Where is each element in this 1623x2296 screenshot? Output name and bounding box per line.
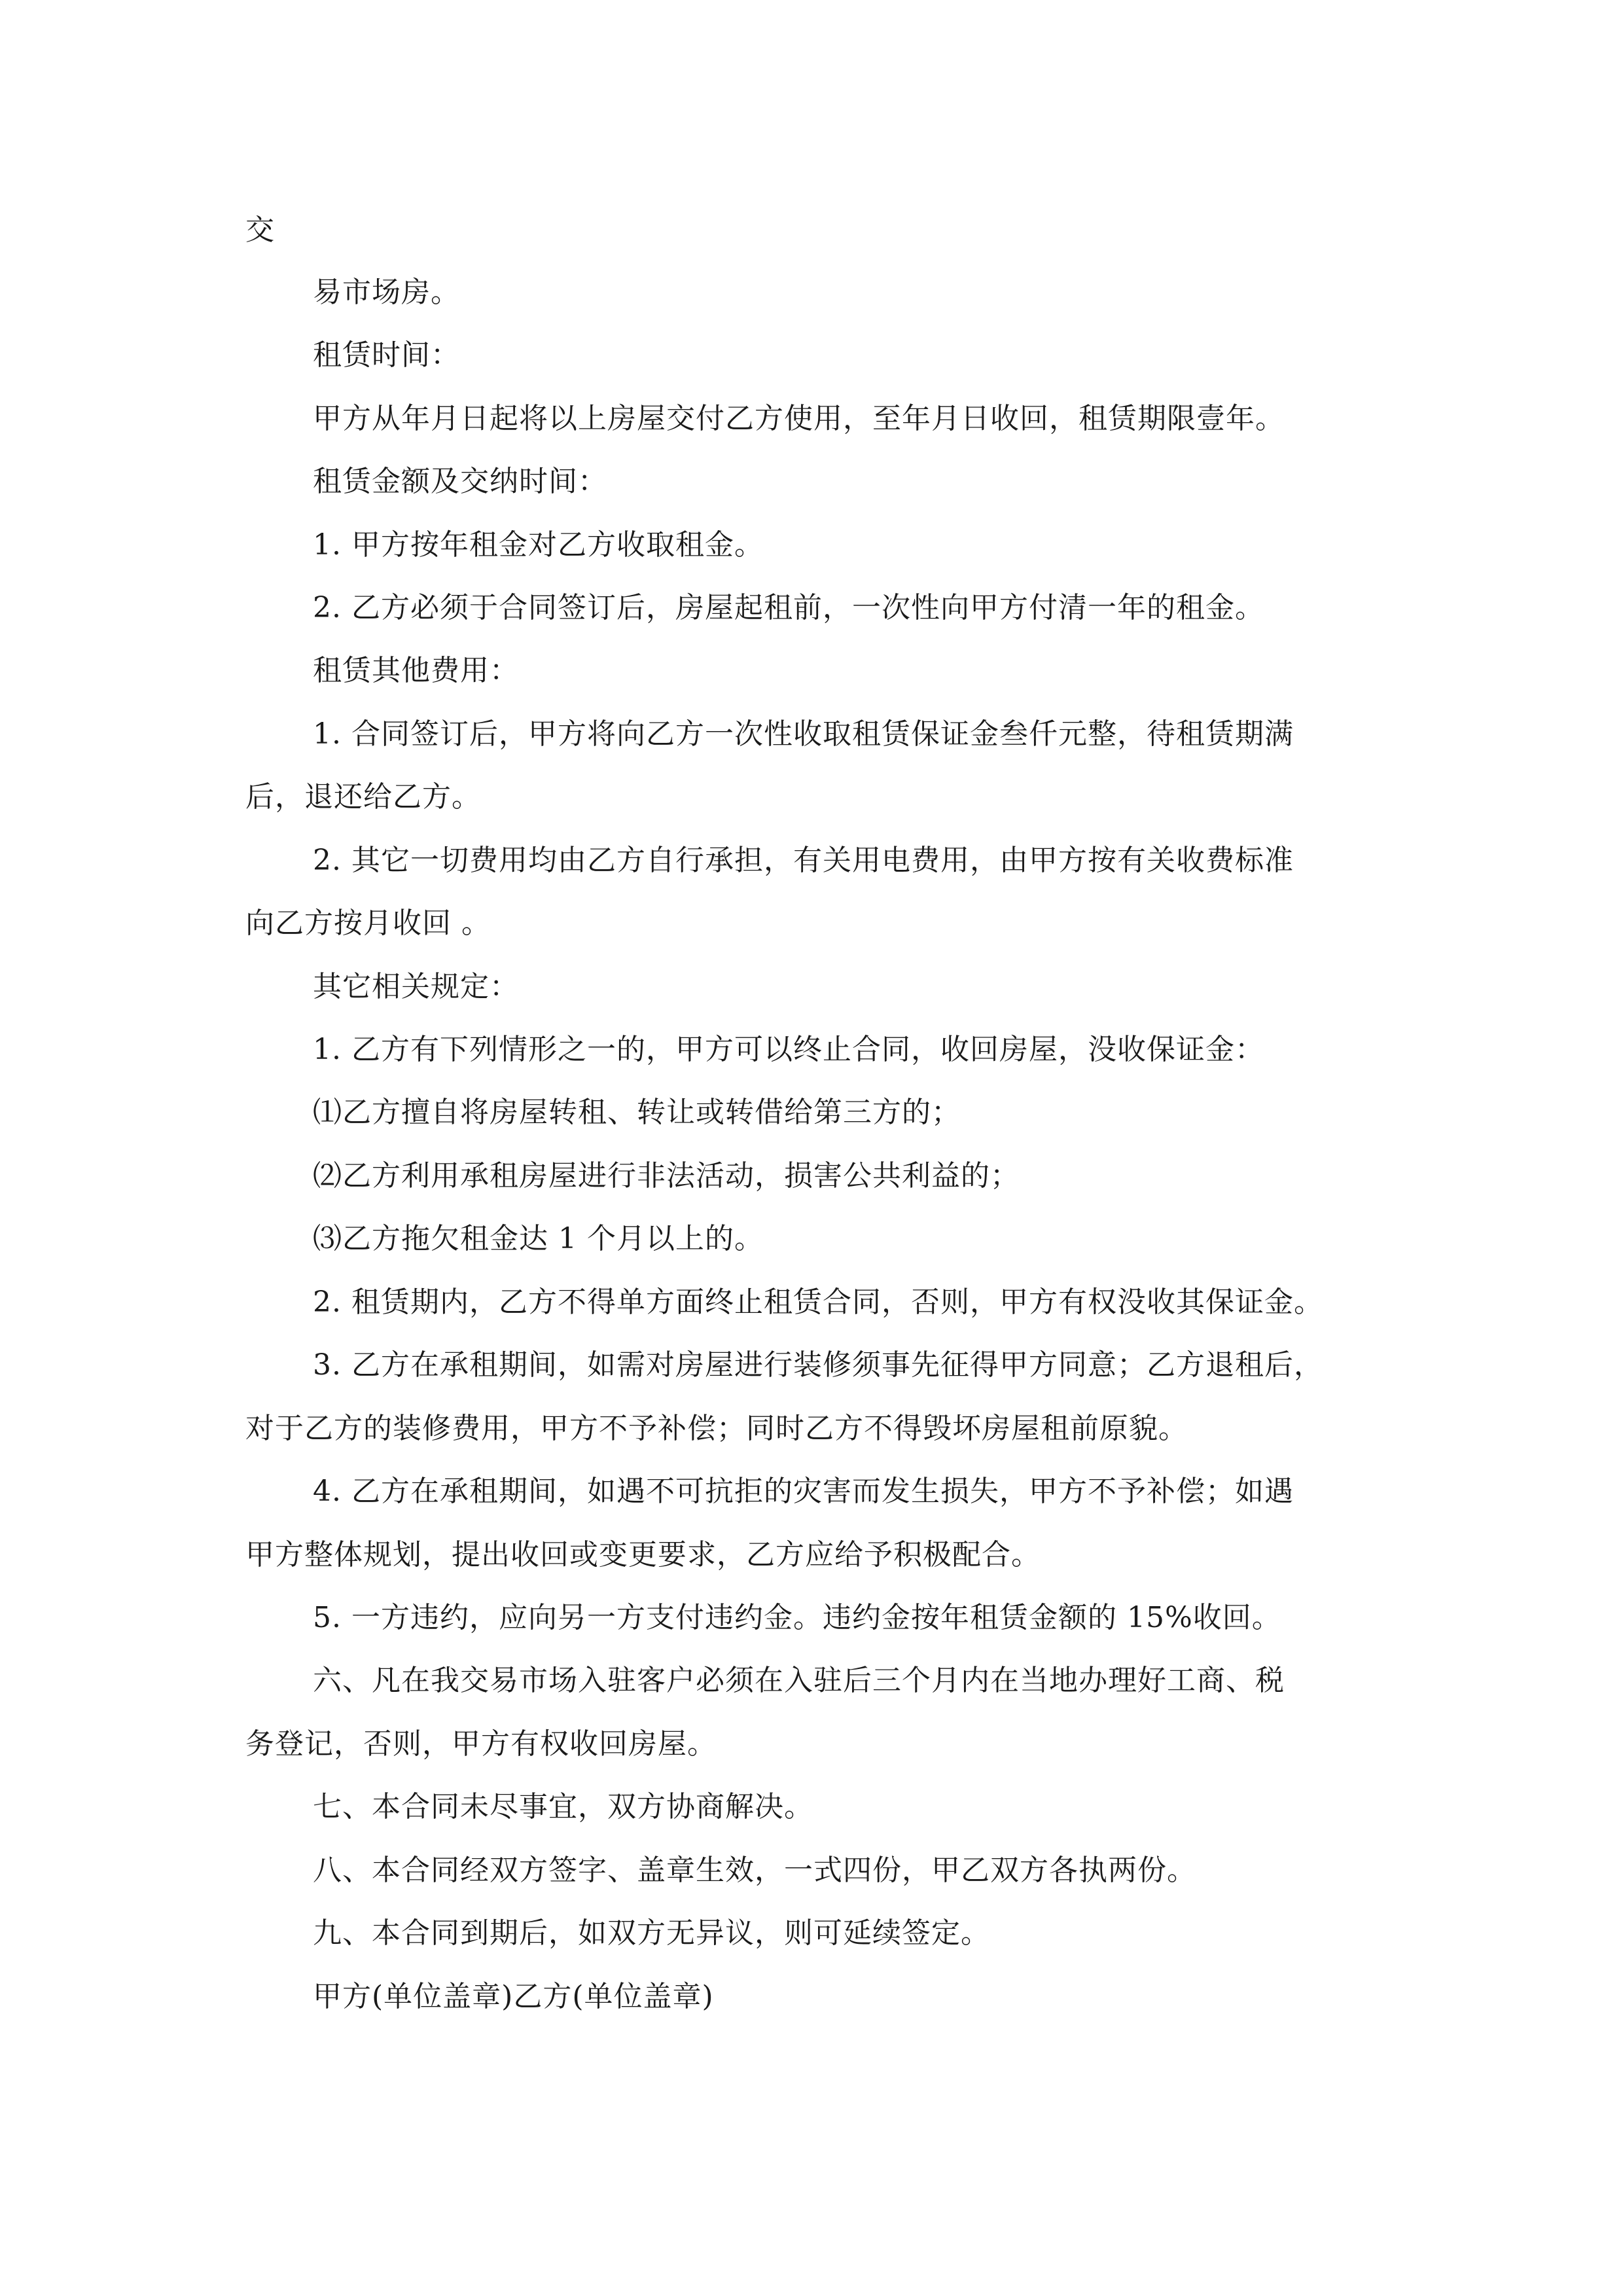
text-line: 对于乙方的装修费用，甲方不予补偿；同时乙方不得毁坏房屋租前原貌。 bbox=[245, 1412, 1188, 1445]
text-line: 2. 租赁期内，乙方不得单方面终止租赁合同，否则，甲方有权没收其保证金。 bbox=[313, 1285, 1323, 1319]
section-heading: 租赁时间： bbox=[313, 338, 460, 372]
text-line: 向乙方按月收回 。 bbox=[245, 906, 491, 940]
signature-line: 甲方(单位盖章)乙方(单位盖章) bbox=[313, 1980, 714, 2013]
list-item: ⑶乙方拖欠租金达 1 个月以上的。 bbox=[313, 1222, 764, 1255]
section-heading: 租赁金额及交纳时间： bbox=[313, 465, 607, 498]
text-line: 六、凡在我交易市场入驻客户必须在入驻后三个月内在当地办理好工商、税 bbox=[313, 1664, 1285, 1697]
section-heading: 租赁其他费用： bbox=[313, 654, 519, 687]
text-line: 1. 甲方按年租金对乙方收取租金。 bbox=[313, 528, 764, 562]
section-heading: 其它相关规定： bbox=[313, 970, 519, 1003]
list-item: ⑵乙方利用承租房屋进行非法活动，损害公共利益的； bbox=[313, 1159, 1020, 1193]
text-line: 务登记，否则，甲方有权收回房屋。 bbox=[245, 1727, 717, 1761]
text-line: 4. 乙方在承租期间，如遇不可抗拒的灾害而发生损失，甲方不予补偿；如遇 bbox=[313, 1475, 1294, 1508]
list-item: ⑴乙方擅自将房屋转租、转让或转借给第三方的； bbox=[313, 1096, 961, 1129]
text-line: 八、本合同经双方签字、盖章生效，一式四份，甲乙双方各执两份。 bbox=[313, 1854, 1196, 1887]
text-line: 1. 合同签订后，甲方将向乙方一次性收取租赁保证金叁仟元整，待租赁期满 bbox=[313, 717, 1294, 751]
text-line: 后，退还给乙方。 bbox=[245, 780, 481, 814]
text-line: 1. 乙方有下列情形之一的，甲方可以终止合同，收回房屋，没收保证金： bbox=[313, 1033, 1264, 1066]
text-line: 5. 一方违约，应向另一方支付违约金。违约金按年租赁金额的 15%收回。 bbox=[313, 1601, 1281, 1634]
text-line: 2. 其它一切费用均由乙方自行承担，有关用电费用，由甲方按有关收费标准 bbox=[313, 844, 1294, 877]
text-line: 九、本合同到期后，如双方无异议，则可延续签定。 bbox=[313, 1916, 990, 1950]
text-line: 2. 乙方必须于合同签订后，房屋起租前，一次性向甲方付清一年的租金。 bbox=[313, 591, 1264, 624]
text-line: 3. 乙方在承租期间，如需对房屋进行装修须事先征得甲方同意；乙方退租后， bbox=[313, 1348, 1323, 1382]
text-line: 七、本合同未尽事宜，双方协商解决。 bbox=[313, 1790, 813, 1823]
text-line: 甲方从年月日起将以上房屋交付乙方使用，至年月日收回，租赁期限壹年。 bbox=[313, 402, 1285, 435]
text-line: 交 bbox=[245, 213, 275, 247]
text-line: 易市场房。 bbox=[313, 276, 460, 309]
text-line: 甲方整体规划，提出收回或变更要求，乙方应给予积极配合。 bbox=[245, 1538, 1041, 1571]
